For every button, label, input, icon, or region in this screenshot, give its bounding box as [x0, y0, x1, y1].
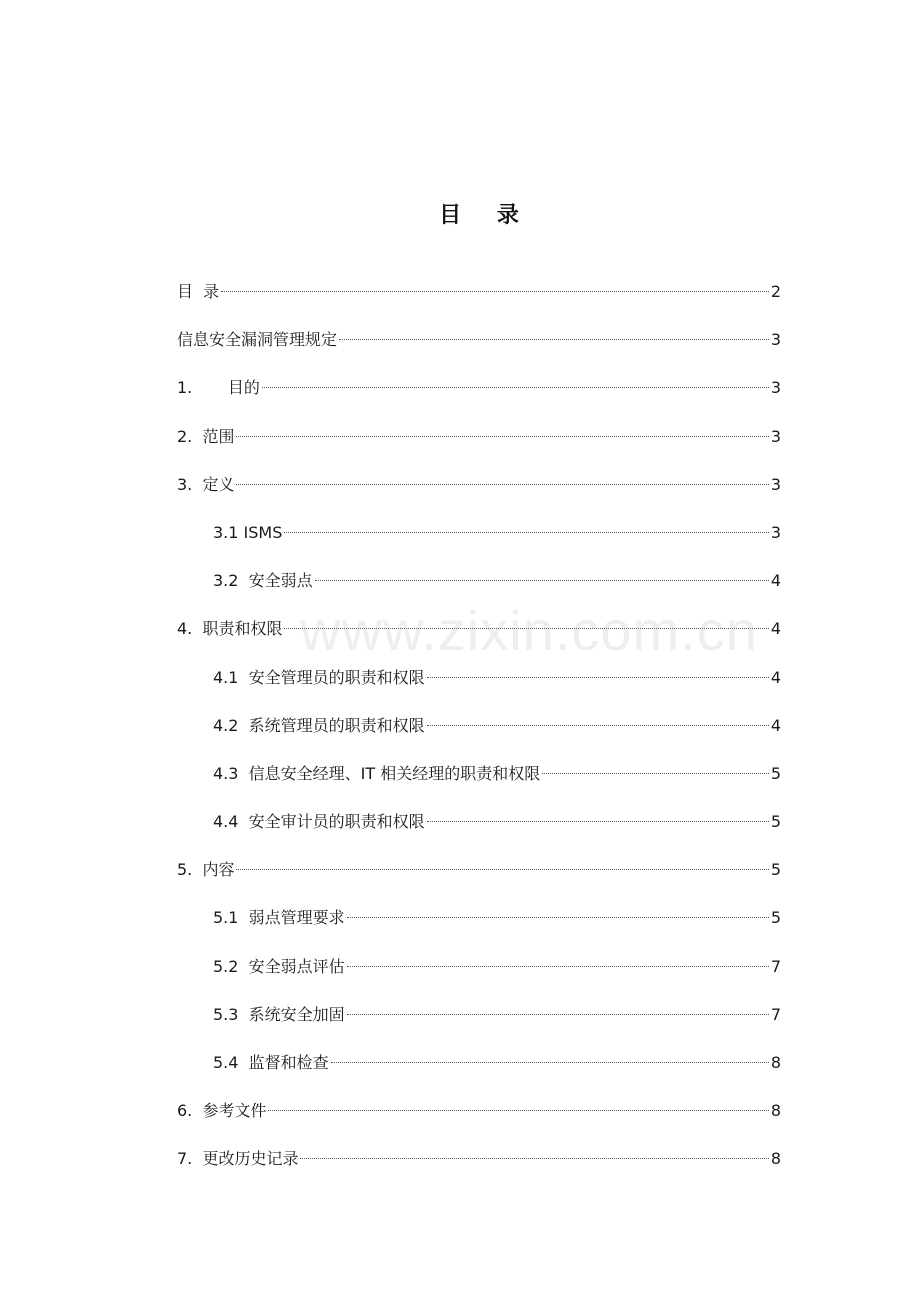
toc-entry-page: 7 [770, 1004, 781, 1024]
toc-entry[interactable] [177, 421, 781, 469]
toc-entry[interactable] [177, 662, 781, 710]
toc-entry-label: 5.3 系统安全加固 [213, 1004, 345, 1024]
toc-entry[interactable] [177, 951, 781, 999]
toc-entry-page: 3 [770, 330, 781, 350]
toc-entry-page: 3 [770, 426, 781, 446]
toc-entry-page: 5 [770, 860, 781, 880]
toc-entry-label: 目 录 [177, 282, 220, 301]
toc-leader-dots [427, 677, 769, 678]
watermark: www.zixin.com.cn [300, 599, 758, 662]
toc-entry-page: 5 [770, 812, 781, 832]
toc-entry[interactable] [177, 902, 781, 950]
toc-leader-dots [284, 628, 768, 629]
toc-entry-page: 7 [770, 956, 781, 976]
toc-entry-page: 4 [770, 619, 781, 639]
toc-entry-label: 4.1 安全管理员的职责和权限 [213, 667, 425, 687]
toc-entry-label: 5.2 安全弱点评估 [213, 956, 345, 976]
toc-leader-dots [347, 1014, 769, 1015]
toc-entry[interactable] [177, 1095, 781, 1143]
toc-leader-dots [331, 1062, 769, 1063]
toc-entry-label: 6. 参考文件 [177, 1101, 267, 1121]
toc-entry[interactable] [177, 806, 781, 854]
toc-entry[interactable] [177, 1047, 781, 1095]
toc-entry[interactable] [177, 517, 781, 565]
toc-entry-page: 8 [770, 1149, 781, 1169]
toc-leader-dots [268, 1110, 768, 1111]
toc-entry-page: 4 [770, 715, 781, 735]
toc-entry[interactable] [177, 1143, 781, 1191]
toc-leader-dots [427, 821, 769, 822]
toc-entry-label: 4.3 信息安全经理、IT 相关经理的职责和权限 [213, 763, 541, 783]
toc-entry-label: 5.1 弱点管理要求 [213, 908, 345, 928]
toc-entry-page: 5 [770, 763, 781, 783]
toc-leader-dots [315, 580, 769, 581]
toc-leader-dots [236, 436, 768, 437]
toc-entry[interactable] [177, 324, 781, 372]
toc-leader-dots [236, 484, 768, 485]
toc-entry-label: 2. 范围 [177, 426, 235, 446]
toc-leader-dots [262, 387, 769, 388]
toc-entry[interactable] [177, 469, 781, 517]
toc-entry-label: 3.2 安全弱点 [213, 571, 313, 591]
toc-entry-page: 3 [770, 474, 781, 494]
toc-entry[interactable] [177, 276, 781, 324]
toc-entry-label: 4.4 安全审计员的职责和权限 [213, 812, 425, 832]
toc-leader-dots [300, 1158, 768, 1159]
toc-leader-dots [284, 532, 768, 533]
toc-entry-page: 3 [770, 378, 781, 398]
toc-entry[interactable] [177, 613, 781, 661]
toc-entry[interactable] [177, 710, 781, 758]
toc-entry[interactable] [177, 372, 781, 420]
toc-entry-label: 7. 更改历史记录 [177, 1149, 299, 1169]
toc-entry-page: 2 [770, 282, 781, 301]
toc-leader-dots [221, 291, 769, 292]
toc-entry-page: 5 [770, 908, 781, 928]
toc-leader-dots [236, 869, 768, 870]
toc-entry-label: 4. 职责和权限 [177, 619, 283, 639]
toc-entry-page: 4 [770, 667, 781, 687]
toc-entry-label: 3. 定义 [177, 474, 235, 494]
toc-list [177, 276, 781, 1192]
toc-entry-label: 5. 内容 [177, 860, 235, 880]
toc-entry[interactable] [177, 854, 781, 902]
toc-entry[interactable] [177, 999, 781, 1047]
toc-entry[interactable] [177, 758, 781, 806]
toc-entry[interactable] [177, 565, 781, 613]
toc-title: 目 录 [439, 203, 533, 228]
toc-leader-dots [347, 966, 769, 967]
toc-leader-dots [542, 773, 769, 774]
toc-entry-page: 3 [770, 522, 781, 542]
toc-entry-page: 4 [770, 571, 781, 591]
toc-entry-page: 8 [770, 1101, 781, 1121]
toc-leader-dots [427, 725, 769, 726]
toc-entry-label: 信息安全漏洞管理规定 [177, 330, 338, 350]
toc-leader-dots [347, 917, 769, 918]
toc-leader-dots [339, 339, 769, 340]
toc-entry-label: 4.2 系统管理员的职责和权限 [213, 715, 425, 735]
toc-entry-page: 8 [770, 1053, 781, 1072]
toc-entry-label: 1. 目的 [177, 378, 260, 398]
toc-entry-label: 5.4 监督和检查 [213, 1053, 329, 1072]
toc-entry-label: 3.1 ISMS [213, 522, 283, 542]
